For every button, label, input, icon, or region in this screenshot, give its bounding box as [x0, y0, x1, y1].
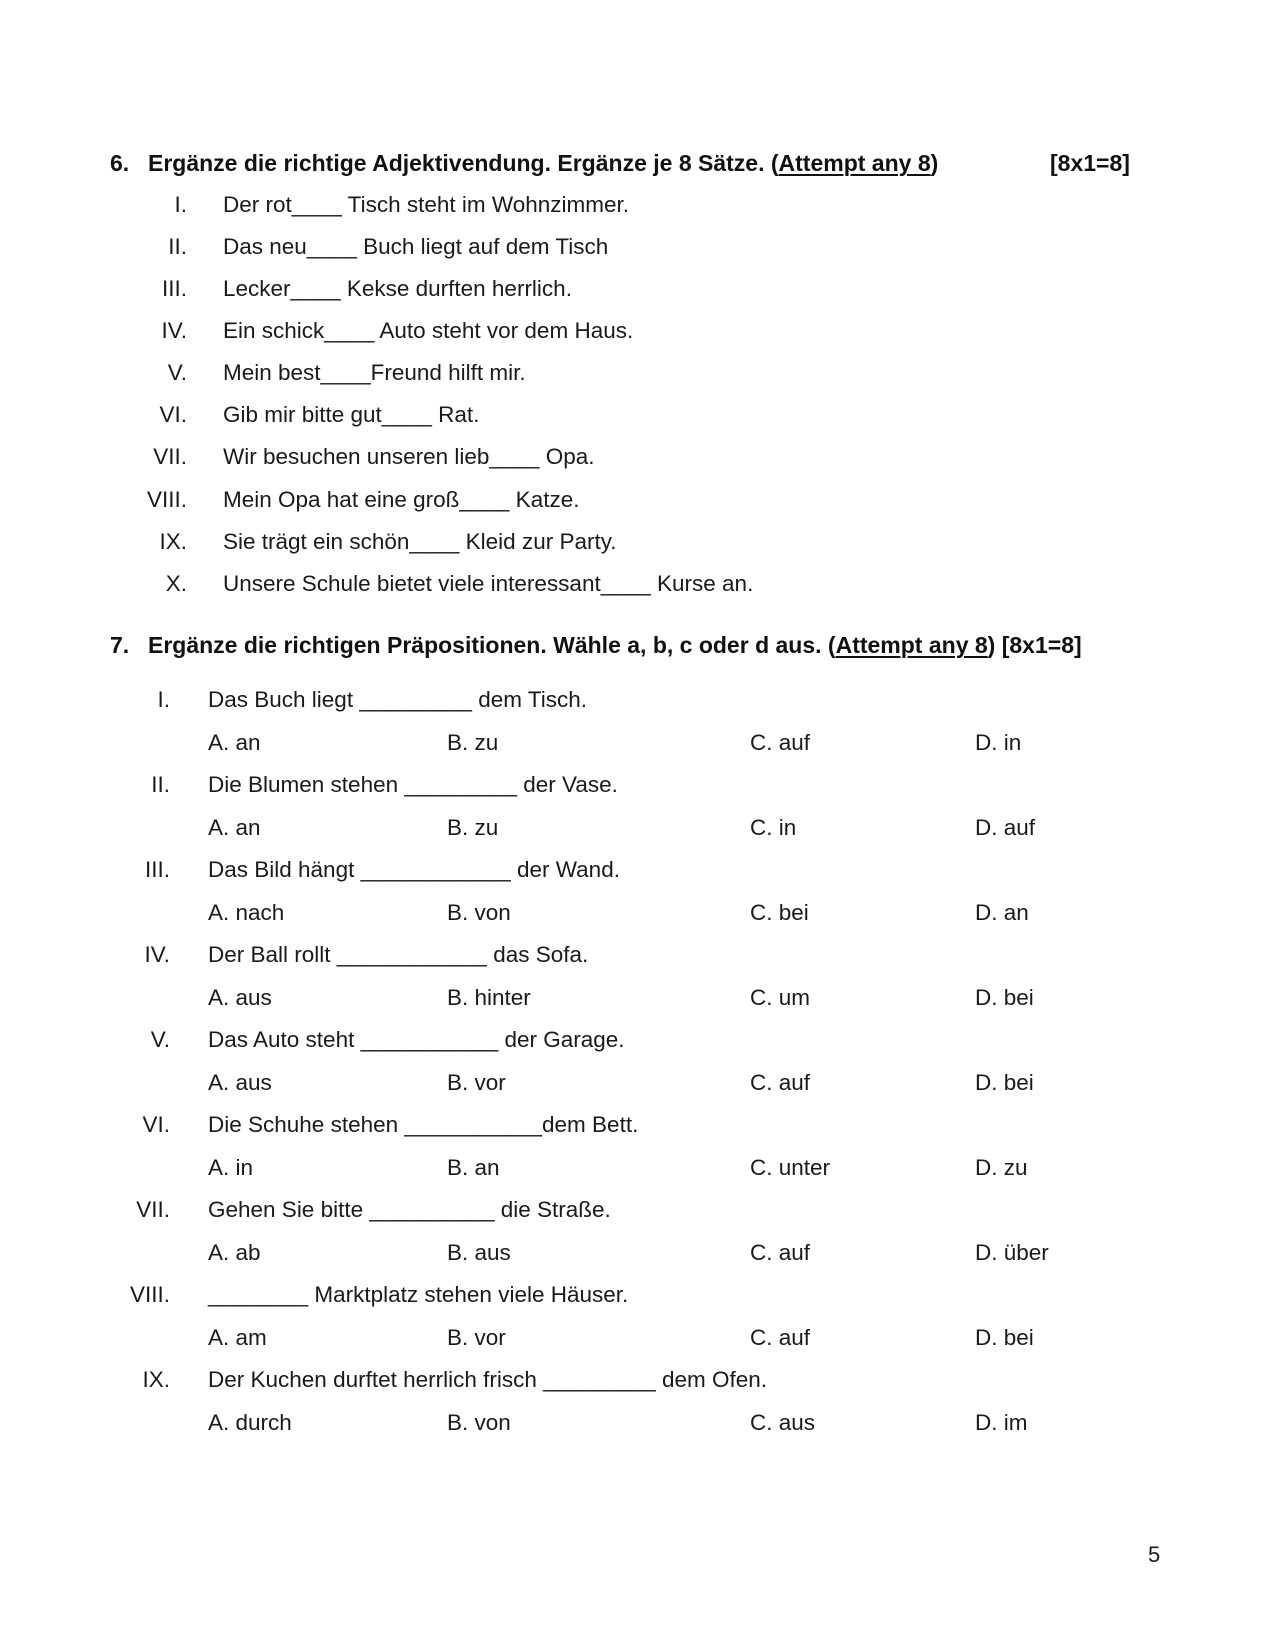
item-sentence: Das Buch liegt _________ dem Tisch.	[208, 687, 587, 712]
option-d[interactable]: D. bei	[975, 1325, 1034, 1350]
item-numeral: I.	[174, 192, 187, 217]
option-d[interactable]: D. an	[975, 900, 1029, 925]
option-d[interactable]: D. im	[975, 1410, 1028, 1435]
option-b[interactable]: B. an	[447, 1155, 500, 1180]
option-c[interactable]: C. in	[750, 815, 797, 840]
item-sentence: ________ Marktplatz stehen viele Häuser.	[208, 1282, 629, 1307]
option-a[interactable]: A. nach	[208, 900, 285, 925]
option-b[interactable]: B. hinter	[447, 985, 531, 1010]
option-b[interactable]: B. von	[447, 900, 511, 925]
item-sentence: Mein Opa hat eine groß____ Katze.	[223, 487, 580, 512]
item-numeral: II.	[151, 772, 170, 797]
marks-label: [8x1=8]	[1001, 632, 1082, 658]
option-d[interactable]: D. in	[975, 730, 1022, 755]
question-instruction: Ergänze die richtigen Präpositionen. Wähle a, b, c oder d aus. (	[148, 632, 836, 658]
item-numeral: IX.	[142, 1367, 170, 1392]
option-c[interactable]: C. auf	[750, 1325, 811, 1350]
question-6-heading	[110, 148, 938, 178]
option-a[interactable]: A. an	[208, 730, 261, 755]
option-a[interactable]: A. aus	[208, 985, 272, 1010]
item-numeral: VII.	[153, 444, 187, 469]
item-sentence: Die Schuhe stehen ___________dem Bett.	[208, 1112, 639, 1137]
question-7-heading	[110, 630, 1082, 660]
item-sentence: Der Kuchen durftet herrlich frisch _________ dem Ofen.	[208, 1367, 768, 1392]
page-number: 5	[1148, 1542, 1161, 1567]
item-sentence: Der rot____ Tisch steht im Wohnzimmer.	[223, 192, 629, 217]
option-a[interactable]: A. durch	[208, 1410, 292, 1435]
option-c[interactable]: C. unter	[750, 1155, 831, 1180]
item-numeral: IV.	[161, 318, 187, 343]
item-sentence: Das Auto steht ___________ der Garage.	[208, 1027, 625, 1052]
question-6-marks	[1050, 148, 1130, 178]
item-sentence: Unsere Schule bietet viele interessant____ Kurse an.	[223, 571, 754, 596]
item-numeral: VII.	[136, 1197, 170, 1222]
option-d[interactable]: D. auf	[975, 815, 1036, 840]
item-sentence: Gehen Sie bitte __________ die Straße.	[208, 1197, 611, 1222]
option-b[interactable]: B. zu	[447, 815, 499, 840]
option-b[interactable]: B. zu	[447, 730, 499, 755]
item-numeral: IV.	[144, 942, 170, 967]
option-a[interactable]: A. ab	[208, 1240, 261, 1265]
item-sentence: Lecker____ Kekse durften herrlich.	[223, 276, 572, 301]
question-number: 6.	[110, 150, 130, 176]
attempt-note: Attempt any 8	[778, 150, 931, 176]
option-c[interactable]: C. um	[750, 985, 811, 1010]
item-sentence: Der Ball rollt ____________ das Sofa.	[208, 942, 589, 967]
option-c[interactable]: C. auf	[750, 1070, 811, 1095]
option-c[interactable]: C. bei	[750, 900, 809, 925]
option-c[interactable]: C. aus	[750, 1410, 816, 1435]
option-a[interactable]: A. in	[208, 1155, 254, 1180]
item-sentence: Sie trägt ein schön____ Kleid zur Party.	[223, 529, 617, 554]
option-d[interactable]: D. bei	[975, 985, 1034, 1010]
item-numeral: X.	[165, 571, 187, 596]
item-numeral: VI.	[159, 402, 187, 427]
item-sentence: Wir besuchen unseren lieb____ Opa.	[223, 444, 595, 469]
option-c[interactable]: C. auf	[750, 1240, 811, 1265]
item-sentence: Mein best____Freund hilft mir.	[223, 360, 526, 385]
item-numeral: V.	[167, 360, 187, 385]
marks-label: [8x1=8]	[1050, 150, 1130, 176]
item-numeral: VI.	[142, 1112, 170, 1137]
item-numeral: VIII.	[129, 1282, 170, 1307]
item-numeral: I.	[157, 687, 170, 712]
close-paren: )	[987, 632, 996, 658]
option-d[interactable]: D. zu	[975, 1155, 1028, 1180]
close-paren: )	[930, 150, 939, 176]
item-numeral: IX.	[159, 529, 187, 554]
option-a[interactable]: A. an	[208, 815, 261, 840]
option-b[interactable]: B. vor	[447, 1325, 506, 1350]
item-numeral: III.	[161, 276, 187, 301]
item-sentence: Die Blumen stehen _________ der Vase.	[208, 772, 618, 797]
item-sentence: Gib mir bitte gut____ Rat.	[223, 402, 480, 427]
option-b[interactable]: B. aus	[447, 1240, 511, 1265]
option-d[interactable]: D. bei	[975, 1070, 1034, 1095]
item-sentence: Das Bild hängt ____________ der Wand.	[208, 857, 620, 882]
question-instruction: Ergänze die richtige Adjektivendung. Ergänze je 8 Sätze. (	[148, 150, 779, 176]
option-a[interactable]: A. am	[208, 1325, 267, 1350]
option-b[interactable]: B. vor	[447, 1070, 506, 1095]
item-numeral: III.	[144, 857, 170, 882]
item-numeral: II.	[168, 234, 187, 259]
option-d[interactable]: D. über	[975, 1240, 1049, 1265]
option-a[interactable]: A. aus	[208, 1070, 272, 1095]
question-number: 7.	[110, 632, 130, 658]
item-sentence: Das neu____ Buch liegt auf dem Tisch	[223, 234, 609, 259]
option-c[interactable]: C. auf	[750, 730, 811, 755]
option-b[interactable]: B. von	[447, 1410, 511, 1435]
item-numeral: V.	[150, 1027, 170, 1052]
attempt-note: Attempt any 8	[835, 632, 988, 658]
item-numeral: VIII.	[146, 487, 187, 512]
item-sentence: Ein schick____ Auto steht vor dem Haus.	[223, 318, 634, 343]
